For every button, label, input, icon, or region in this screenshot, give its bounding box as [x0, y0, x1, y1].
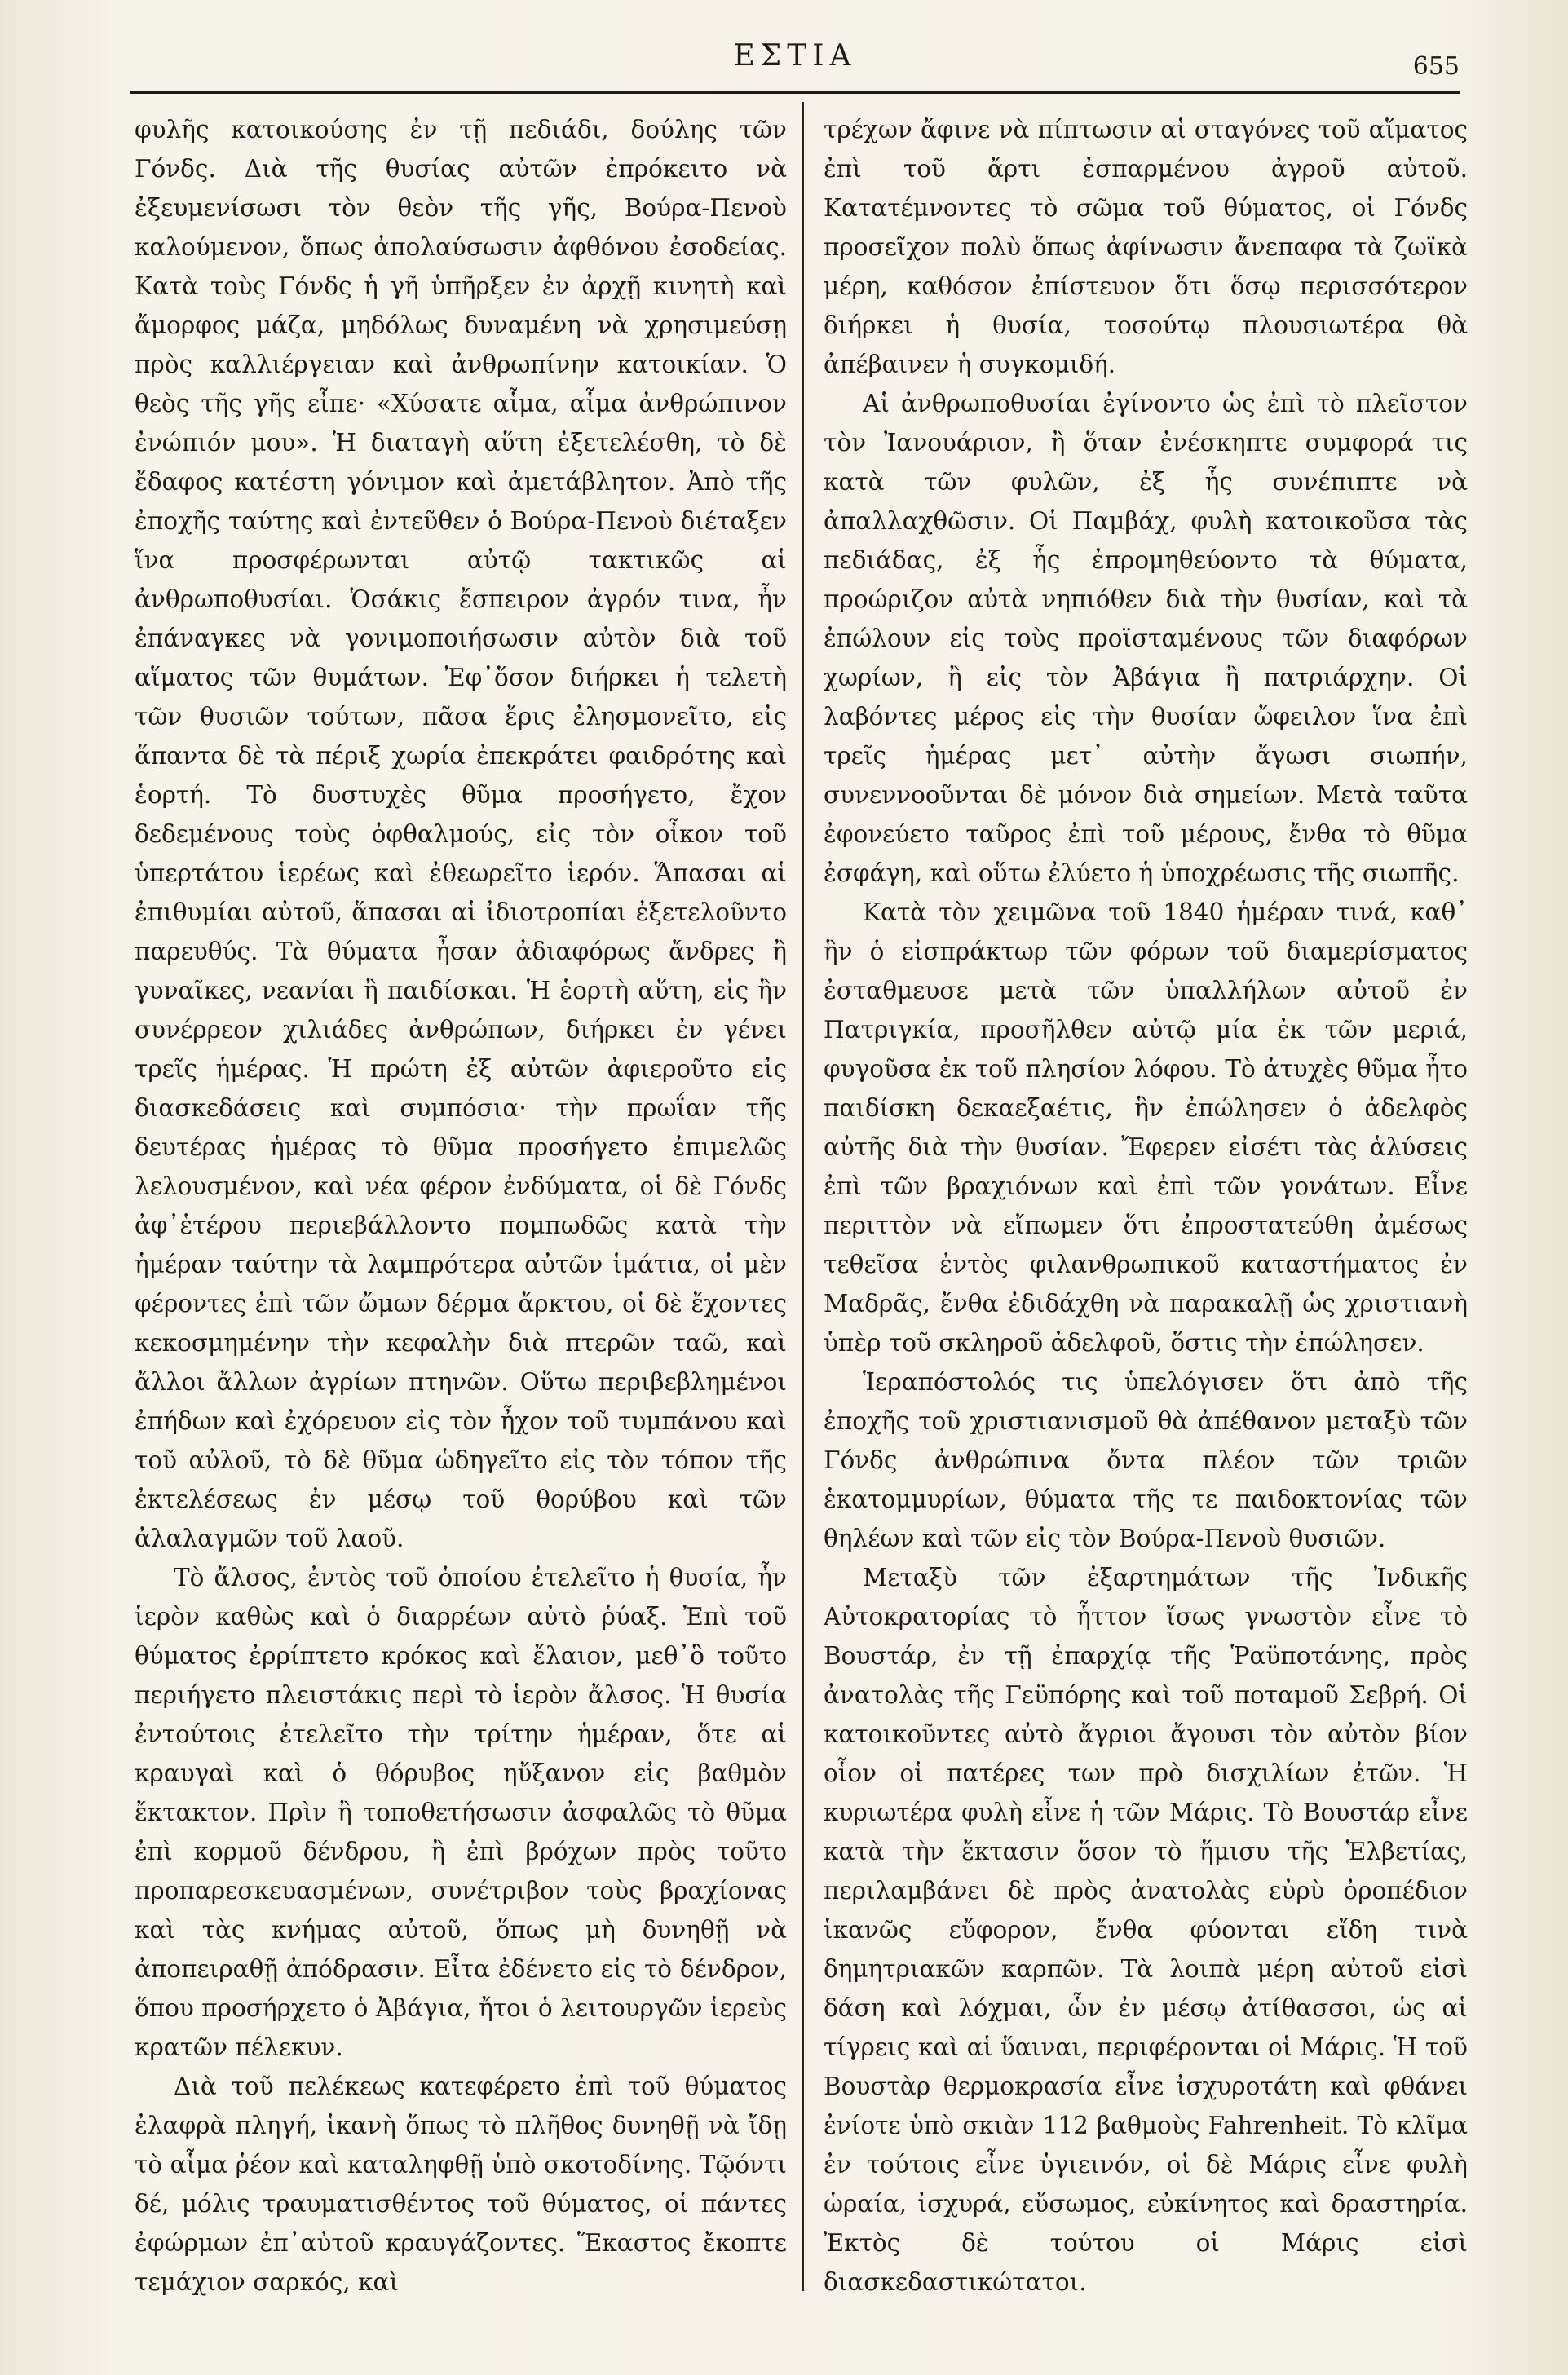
running-title: ΕΣΤΙΑ — [733, 39, 857, 73]
paragraph: Κατὰ τὸν χειμῶνα τοῦ 1840 ἡμέραν τινά, καθ᾽ ἣν ὁ εἰσπράκτωρ τῶν φόρων τοῦ διαμερίσματος ἐσταθμευσε μετὰ τῶν ὑπαλλήλων αὐτοῦ ἐν Πατριγκία, προσῆλθεν αὐτῷ μία ἐκ τῶν μεριά, φυγοῦσα ἐκ τοῦ πλησίον λόφου. Τὸ ἀτυχὲς θῦμα ἦτο παιδίσκη δεκαεξαέτις, ἣν ἐπώλησεν ὁ ἀδελφὸς αὐτῆς διὰ τὴν θυσίαν. Ἔφερεν εἰσέτι τὰς ἁλύσεις ἐπὶ τῶν βραχιόνων καὶ ἐπὶ τῶν γονάτων. Εἶνε περιττὸν νὰ εἴπωμεν ὅτι ἐπροστατεύθη ἀμέσως τεθεῖσα ἐντὸς φιλανθρωπικοῦ καταστήματος ἐν Μαδρᾶς, ἔνθα ἐδιδάχθη νὰ παρακαλῇ ὡς χριστιανὴ ὑπὲρ τοῦ σκληροῦ ἀδελφοῦ, ὅστις τὴν ἐπώλησεν. — [824, 898, 1468, 1357]
paragraph: Μεταξὺ τῶν ἐξαρτημάτων τῆς Ἰνδικῆς Αὐτοκρατορίας τὸ ἧττον ἴσως γνωστὸν εἶνε τὸ Βουστάρ, ἐν τῇ ἐπαρχίᾳ τῆς Ῥαϋποτάνης, πρὸς ἀνατολὰς τῆς Γεϋπόρης καὶ τοῦ ποταμοῦ Σεβρή. Οἱ κατοικοῦντες αὐτὸ ἄγριοι ἄγουσι τὸν αὐτὸν βίον οἷον οἱ πατέρες των πρὸ δισχιλίων ἐτῶν. Ἡ κυριωτέρα φυλὴ εἶνε ἡ τῶν Μάρις. Τὸ Βουστάρ εἶνε κατὰ τὴν ἔκτασιν ὅσον τὸ ἥμισυ τῆς Ἑλβετίας, περιλαμβάνει δὲ πρὸς ἀνατολὰς εὐρὺ ὀροπέδιον ἱκανῶς εὔφορον, ἔνθα φύονται εἴδη τινὰ δημητριακῶν καρπῶν. Τὰ λοιπὰ μέρη αὐτοῦ εἰσὶ δάση καὶ λόχμαι, ὧν ἐν μέσῳ ἀτίθασσοι, ὡς αἱ τίγρεις καὶ αἱ ὕαιναι, περιφέρονται οἱ Μάρις. Ἡ τοῦ Βουστὰρ θερμοκρασία εἶνε ἰσχυροτάτη καὶ φθάνει ἐνίοτε ὑπὸ σκιὰν 112 βαθμοὺς Fahrenheit. Τὸ κλῖμα ἐν τούτοις εἶνε ὑγιεινόν, οἱ δὲ Μάρις εἶνε φυλὴ ὡραία, ἰσχυρά, εὔσωμος, εὐκίνητος καὶ δραστηρία. Ἐκτὸς δὲ τούτου οἱ Μάρις εἰσὶ διασκεδαστικώτατοι. — [824, 1564, 1468, 2296]
left-column — [135, 110, 787, 2302]
paragraph: Διὰ τοῦ πελέκεως κατεφέρετο ἐπὶ τοῦ θύματος ἐλαφρὰ πληγή, ἱκανὴ ὅπως τὸ πλῆθος δυνηθῇ νὰ ἴδῃ τὸ αἷμα ῥέον καὶ καταληφθῇ ὑπὸ σκοτοδίνης. Τῷόντι δέ, μόλις τραυματισθέντος τοῦ θύματος, οἱ πάντες ἐφώρμων ἐπ᾽αὐτοῦ κραυγάζοντες. Ἕκαστος ἔκοπτε τεμάχιον σαρκός, καὶ — [135, 2073, 787, 2296]
paragraph: Τὸ ἄλσος, ἐντὸς τοῦ ὁποίου ἐτελεῖτο ἡ θυσία, ἦν ἱερὸν καθὼς καὶ ὁ διαρρέων αὐτὸ ῥύαξ. Ἐπὶ τοῦ θύματος ἐρρίπτετο κρόκος καὶ ἔλαιον, μεθ᾽ὃ τοῦτο περιήγετο πλειστάκις περὶ τὸ ἱερὸν ἄλσος. Ἡ θυσία ἐντούτοις ἐτελεῖτο τὴν τρίτην ἡμέραν, ὅτε αἱ κραυγαὶ καὶ ὁ θόρυβος ηὔξανον εἰς βαθμὸν ἔκτακτον. Πρὶν ἢ τοποθετήσωσιν ἀσφαλῶς τὸ θῦμα ἐπὶ κορμοῦ δένδρου, ἢ ἐπὶ βρόχων πρὸς τοῦτο προπαρεσκευασμένων, συνέτριβον τοὺς βραχίονας καὶ τὰς κνήμας αὐτοῦ, ὅπως μὴ δυνηθῇ νὰ ἀποπειραθῇ ἀπόδρασιν. Εἶτα ἐδένετο εἰς τὸ δένδρον, ὅπου προσήρχετο ὁ Ἀβάγια, ἤτοι ὁ λειτουργῶν ἱερεὺς κρατῶν πέλεκυν. — [135, 1564, 787, 2061]
right-column — [824, 110, 1468, 2302]
page-number: 655 — [1412, 52, 1460, 81]
page-header — [130, 33, 1460, 98]
header-rule — [130, 91, 1460, 94]
paragraph: φυλῆς κατοικούσης ἐν τῇ πεδιάδι, δούλης τῶν Γόνδς. Διὰ τῆς θυσίας αὐτῶν ἐπρόκειτο νὰ ἐξευμενίσωσι τὸν θεὸν τῆς γῆς, Βούρα-Πενοὺ καλούμενον, ὅπως ἀπολαύσωσιν ἀφθόνου ἐσοδείας. Κατὰ τοὺς Γόνδς ἡ γῆ ὑπῆρξεν ἐν ἀρχῇ κινητὴ καὶ ἄμορφος μάζα, μηδόλως δυναμένη νὰ χρησιμεύσῃ πρὸς καλλιέργειαν καὶ ἀνθρωπίνην κατοικίαν. Ὁ θεὸς τῆς γῆς εἶπε· «Χύσατε αἷμα, αἷμα ἀνθρώπινον ἐνώπιόν μου». Ἡ διαταγὴ αὕτη ἐξετελέσθη, τὸ δὲ ἔδαφος κατέστη γόνιμον καὶ ἀμετάβλητον. Ἀπὸ τῆς ἐποχῆς ταύτης καὶ ἐντεῦθεν ὁ Βούρα-Πενοὺ διέταξεν ἵνα προσφέρωνται αὐτῷ τακτικῶς αἱ ἀνθρωποθυσίαι. Ὁσάκις ἔσπειρον ἀγρόν τινα, ἦν ἐπάναγκες νὰ γονιμοποιήσωσιν αὐτὸν διὰ τοῦ αἵματος τῶν θυμάτων. Ἐφ᾽ὅσον διήρκει ἡ τελετὴ τῶν θυσιῶν τούτων, πᾶσα ἔρις ἐλησμονεῖτο, εἰς ἅπαντα δὲ τὰ πέριξ χωρία ἐπεκράτει φαιδρότης καὶ ἑορτή. Τὸ δυστυχὲς θῦμα προσήγετο, ἔχον δεδεμένους τοὺς ὀφθαλμούς, εἰς τὸν οἶκον τοῦ ὑπερτάτου ἱερέως καὶ ἐθεωρεῖτο ἱερόν. Ἅπασαι αἱ ἐπιθυμίαι αὐτοῦ, ἅπασαι αἱ ἰδιοτροπίαι ἐξετελοῦντο παρευθύς. Τὰ θύματα ἦσαν ἀδιαφόρως ἄνδρες ἢ γυναῖκες, νεανίαι ἢ παιδίσκαι. Ἡ ἑορτὴ αὕτη, εἰς ἣν συνέρρεον χιλιάδες ἀνθρώπων, διήρκει ἐν γένει τρεῖς ἡμέρας. Ἡ πρώτη ἐξ αὐτῶν ἀφιεροῦτο εἰς διασκεδάσεις καὶ συμπόσια· τὴν πρωΐαν τῆς δευτέρας ἡμέρας τὸ θῦμα προσήγετο ἐπιμελῶς λελουσμένον, καὶ νέα φέρον ἐνδύματα, οἱ δὲ Γόνδς ἀφ᾽ἑτέρου περιεβάλλοντο πομπωδῶς κατὰ τὴν ἡμέραν ταύτην τὰ λαμπρότερα αὐτῶν ἱμάτια, οἱ μὲν φέροντες ἐπὶ τῶν ὤμων δέρμα ἄρκτου, οἱ δὲ ἔχοντες κεκοσμημένην τὴν κεφαλὴν διὰ πτερῶν ταῶ, καὶ ἄλλοι ἄλλων ἀγρίων πτηνῶν. Οὕτω περιβεβλημένοι ἐπήδων καὶ ἐχόρευον εἰς τὸν ἦχον τοῦ τυμπάνου καὶ τοῦ αὐλοῦ, τὸ δὲ θῦμα ὡδηγεῖτο εἰς τὸν τόπον τῆς ἐκτελέσεως ἐν μέσῳ τοῦ θορύβου καὶ τῶν ἀλαλαγμῶν τοῦ λαοῦ. — [135, 116, 787, 1552]
paragraph: Ἱεραπόστολός τις ὑπελόγισεν ὅτι ἀπὸ τῆς ἐποχῆς τοῦ χριστιανισμοῦ θὰ ἀπέθανον μεταξὺ τῶν Γόνδς ἀνθρώπινα ὄντα πλέον τῶν τριῶν ἑκατομμυρίων, θύματα τῆς τε παιδοκτονίας τῶν θηλέων καὶ τῶν εἰς τὸν Βούρα-Πενοὺ θυσιῶν. — [824, 1368, 1468, 1552]
column-divider — [802, 102, 804, 2291]
paragraph: Αἱ ἀνθρωποθυσίαι ἐγίνοντο ὡς ἐπὶ τὸ πλεῖστον τὸν Ἰανουάριον, ἢ ὅταν ἐνέσκηπτε συμφορά τις κατὰ τῶν φυλῶν, ἐξ ἧς συνέπιπτε νὰ ἀπαλλαχθῶσιν. Οἱ Παμβάχ, φυλὴ κατοικοῦσα τὰς πεδιάδας, ἐξ ἧς ἐπρομηθεύοντο τὰ θύματα, προώριζον αὐτὰ νηπιόθεν διὰ τὴν θυσίαν, καὶ τὰ ἐπώλουν εἰς τοὺς προϊσταμένους τῶν διαφόρων χωρίων, ἢ εἰς τὸν Ἀβάγια ἢ πατριάρχην. Οἱ λαβόντες μέρος εἰς τὴν θυσίαν ὤφειλον ἵνα ἐπὶ τρεῖς ἡμέρας μετ᾽ αὐτὴν ἄγωσι σιωπήν, συνεννοοῦνται δὲ μόνον διὰ σημείων. Μετὰ ταῦτα ἐφονεύετο ταῦρος ἐπὶ τοῦ μέρους, ἔνθα τὸ θῦμα ἐσφάγη, καὶ οὕτω ἐλύετο ἡ ὑποχρέωσις τῆς σιωπῆς. — [824, 390, 1468, 887]
paragraph: τρέχων ἄφινε νὰ πίπτωσιν αἱ σταγόνες τοῦ αἵματος ἐπὶ τοῦ ἄρτι ἐσπαρμένου ἀγροῦ αὐτοῦ. Κατατέμνοντες τὸ σῶμα τοῦ θύματος, οἱ Γόνδς προσεῖχον πολὺ ὅπως ἀφίνωσιν ἄνεπαφα τὰ ζωϊκὰ μέρη, καθόσον ἐπίστευον ὅτι ὅσῳ περισσότερον διήρκει ἡ θυσία, τοσούτῳ πλουσιωτέρα θὰ ἀπέβαινεν ἡ συγκομιδή. — [824, 116, 1468, 378]
